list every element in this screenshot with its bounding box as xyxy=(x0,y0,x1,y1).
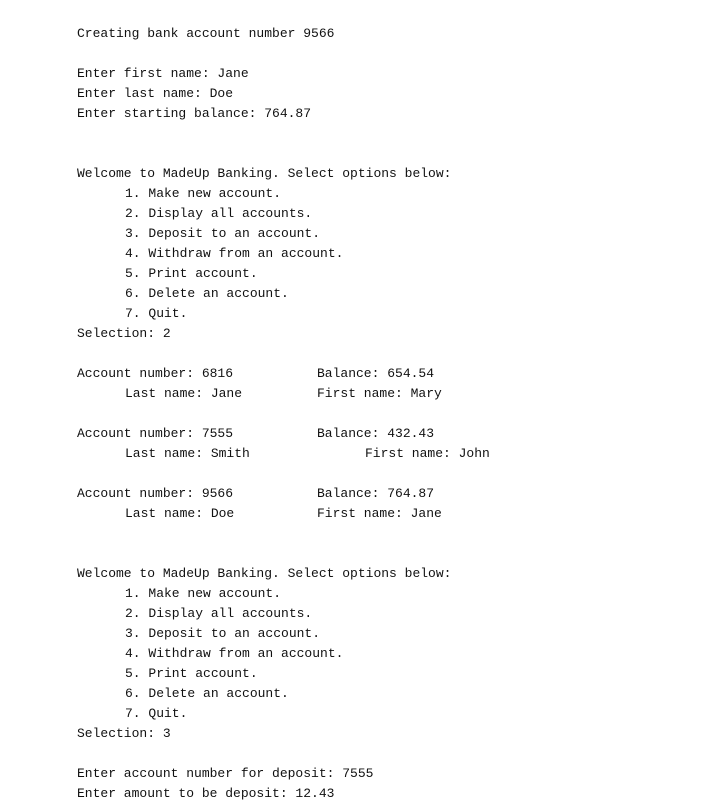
menu-option: 4. Withdraw from an account. xyxy=(125,646,344,661)
account-first-name: First name: John xyxy=(365,446,490,461)
menu-option: 6. Delete an account. xyxy=(125,286,289,301)
account-number: Account number: 6816 xyxy=(77,366,234,381)
account-last-name: Last name: Smith xyxy=(125,446,250,461)
menu-option: 3. Deposit to an account. xyxy=(125,226,321,241)
menu-option: 7. Quit. xyxy=(125,306,188,321)
create-header: Creating bank account number 9566 xyxy=(77,26,335,41)
account-first-name: First name: Jane xyxy=(317,506,442,521)
deposit-amount-prompt: Enter amount to be deposit: 12.43 xyxy=(77,786,335,801)
menu-option: 2. Display all accounts. xyxy=(125,606,313,621)
menu-title: Welcome to MadeUp Banking. Select options below: xyxy=(77,166,452,181)
starting-balance-prompt: Enter starting balance: 764.87 xyxy=(77,106,312,121)
account-balance: Balance: 654.54 xyxy=(317,366,435,381)
menu-option: 2. Display all accounts. xyxy=(125,206,313,221)
last-name-prompt: Enter last name: Doe xyxy=(77,86,234,101)
account-number: Account number: 7555 xyxy=(77,426,234,441)
account-first-name: First name: Mary xyxy=(317,386,442,401)
menu-option: 7. Quit. xyxy=(125,706,188,721)
first-name-prompt: Enter first name: Jane xyxy=(77,66,249,81)
menu-option: 1. Make new account. xyxy=(125,586,282,601)
menu-title: Welcome to MadeUp Banking. Select options below: xyxy=(77,566,452,581)
selection-line: Selection: 3 xyxy=(77,726,171,741)
account-last-name: Last name: Jane xyxy=(125,386,243,401)
menu-option: 5. Print account. xyxy=(125,266,258,281)
account-number: Account number: 9566 xyxy=(77,486,234,501)
selection-line: Selection: 2 xyxy=(77,326,171,341)
account-last-name: Last name: Doe xyxy=(125,506,235,521)
menu-option: 1. Make new account. xyxy=(125,186,282,201)
menu-option: 6. Delete an account. xyxy=(125,686,289,701)
account-balance: Balance: 432.43 xyxy=(317,426,435,441)
deposit-account-prompt: Enter account number for deposit: 7555 xyxy=(77,766,374,781)
account-balance: Balance: 764.87 xyxy=(317,486,435,501)
menu-option: 3. Deposit to an account. xyxy=(125,626,321,641)
menu-option: 4. Withdraw from an account. xyxy=(125,246,344,261)
menu-option: 5. Print account. xyxy=(125,666,258,681)
